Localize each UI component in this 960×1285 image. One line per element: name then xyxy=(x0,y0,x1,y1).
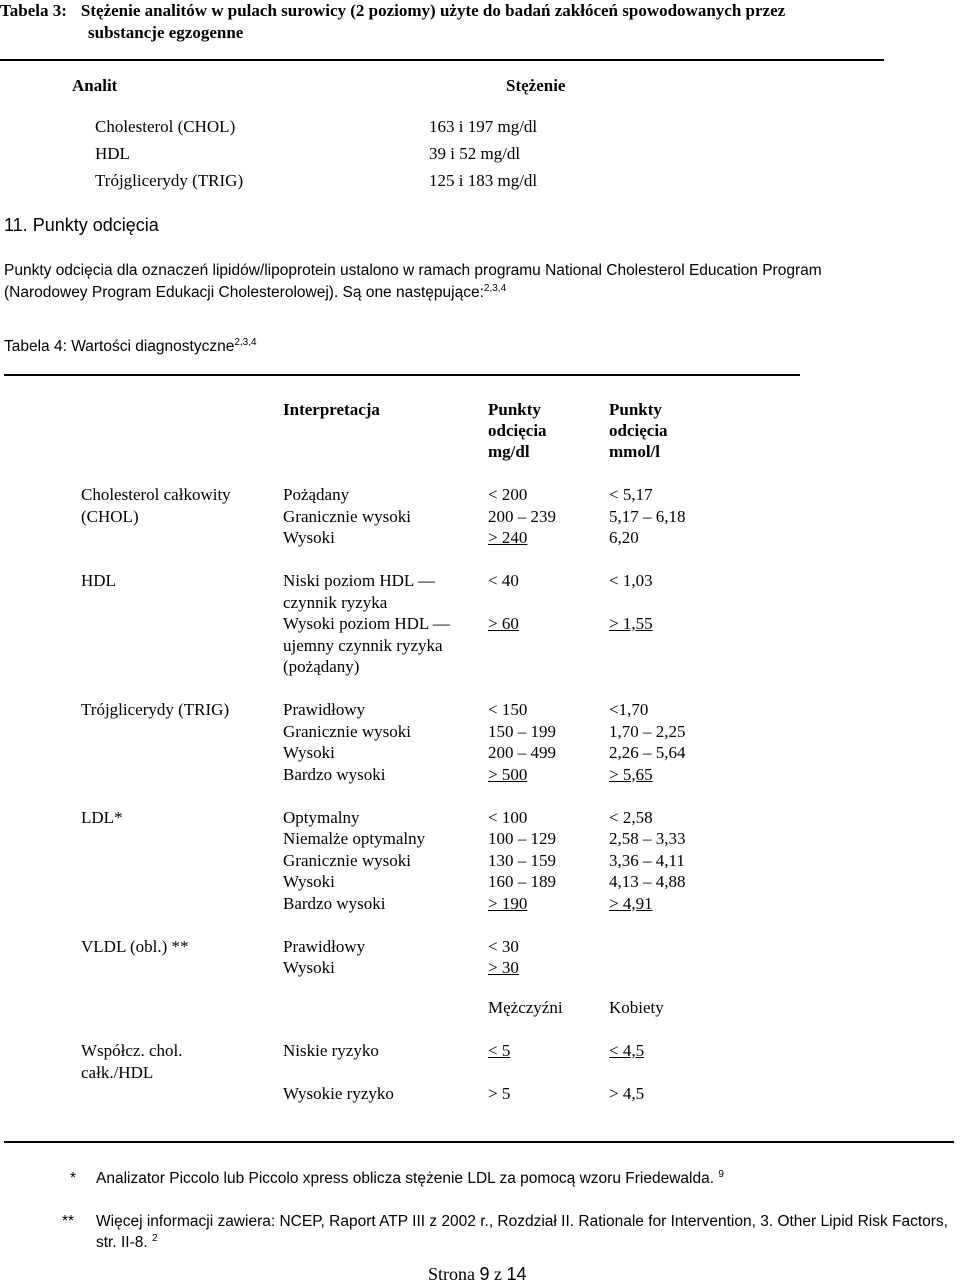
cutoff-mmol-cell: 5,17 – 6,18 xyxy=(609,506,686,526)
cutoff-mmol-cell: 6,20 xyxy=(609,528,639,547)
cutoff-mmol-cell: <1,70 xyxy=(609,700,649,719)
interpretation-cell: Wysoki xyxy=(283,872,335,891)
table4-title xyxy=(4,336,257,357)
interpretation-cell: Niski poziom HDL — xyxy=(283,571,435,590)
table3-concentration-cell: 125 i 183 mg/dl xyxy=(429,171,538,190)
group-name-line: (CHOL) xyxy=(81,506,139,526)
table4-top-rule xyxy=(4,374,800,376)
cutoff-mgdl-cell: < 100 xyxy=(488,807,528,827)
table3-analyte-cell: Trójglicerydy (TRIG) xyxy=(95,171,244,190)
cutoff-mgdl-cell: > 240 xyxy=(488,528,528,547)
cutoff-mgdl-cell: < 200 xyxy=(488,485,528,504)
cutoff-mgdl-cell: > 190 xyxy=(488,893,528,913)
cutoff-mgdl-cell: 200 – 499 xyxy=(488,743,556,762)
footnote-text-block xyxy=(96,1211,956,1253)
interpretation-cell: Wysoki xyxy=(283,743,335,762)
table3-title-line2: substancje egzogenne xyxy=(88,23,244,42)
table3-analyte-cell: Cholesterol (CHOL) xyxy=(95,117,236,136)
ratio-men-cell: > 5 xyxy=(488,1084,511,1103)
interpretation-cell: Bardzo wysoki xyxy=(283,764,386,784)
table3-header-concentration: Stężenie xyxy=(506,76,566,95)
table4-header-interpretation: Interpretacja xyxy=(283,400,380,419)
interpretation-cell: Wysoki poziom HDL — xyxy=(283,614,450,633)
group-name-line: Cholesterol całkowity xyxy=(81,485,231,504)
ratio-name-line: Współcz. chol. xyxy=(81,1041,183,1060)
interpretation-cell: czynnik ryzyka xyxy=(283,592,388,612)
table4-header-mgdl-1: Punkty xyxy=(488,400,541,419)
table3-analyte-cell: HDL xyxy=(95,144,130,163)
cutoff-mgdl-cell: 100 – 129 xyxy=(488,829,556,848)
cutoff-mgdl-cell: > 500 xyxy=(488,764,528,784)
section-paragraph-refs: 2,3,4 xyxy=(483,283,507,294)
footnote-marker: * xyxy=(70,1170,77,1187)
group-name-line: HDL xyxy=(81,571,116,590)
interpretation-cell: Optymalny xyxy=(283,807,360,827)
sex-header-women: Kobiety xyxy=(609,998,664,1017)
interpretation-cell: Wysoki xyxy=(283,958,335,977)
table4-header-mgdl-3: mg/dl xyxy=(488,442,530,461)
table3-title xyxy=(0,0,900,44)
table4-title-refs: 2,3,4 xyxy=(234,337,257,348)
interpretation-cell: Niemalże optymalny xyxy=(283,829,426,848)
cutoff-mgdl-cell: > 30 xyxy=(488,958,519,977)
table3-title-line1: Stężenie analitów w pulach surowicy (2 poziomy) użyte do badań zakłóceń spowodowanych przez xyxy=(80,1,786,20)
cutoff-mgdl-cell: < 30 xyxy=(488,936,519,956)
footnote-ref: 9 xyxy=(718,1169,724,1180)
cutoff-mmol-cell: < 5,17 xyxy=(609,485,653,504)
ratio-interpretation-cell: Wysokie ryzyko xyxy=(283,1084,394,1103)
interpretation-cell: Wysoki xyxy=(283,528,335,547)
cutoff-mmol-cell: 1,70 – 2,25 xyxy=(609,721,686,741)
section-paragraph-line2 xyxy=(4,282,506,303)
group-name-line: VLDL (obl.) ** xyxy=(81,936,189,956)
cutoff-mgdl-cell: > 60 xyxy=(488,614,519,633)
interpretation-cell: ujemny czynnik ryzyka xyxy=(283,635,443,655)
interpretation-cell: Pożądany xyxy=(283,485,350,504)
table4-title-text: Tabela 4: Wartości diagnostyczne xyxy=(4,338,235,355)
cutoff-mmol-cell: 4,13 – 4,88 xyxy=(609,872,686,891)
interpretation-cell: (pożądany) xyxy=(283,657,360,676)
cutoff-mgdl-cell: 130 – 159 xyxy=(488,850,556,870)
cutoff-mgdl-cell: < 150 xyxy=(488,700,528,719)
group-name-line: LDL* xyxy=(81,807,123,827)
table3-concentration-cell: 39 i 52 mg/dl xyxy=(429,144,521,163)
page-sep: z xyxy=(494,1264,503,1284)
cutoff-mmol-cell: 2,26 – 5,64 xyxy=(609,743,686,762)
page-total: 14 xyxy=(506,1264,527,1284)
cutoff-mmol-cell: < 1,03 xyxy=(609,571,653,590)
cutoff-mgdl-cell: 150 – 199 xyxy=(488,721,556,741)
page-prefix: Strona xyxy=(428,1264,475,1284)
section-paragraph-text: (Narodowey Program Edukacji Cholesterolowej). Są one następujące: xyxy=(4,284,484,301)
cutoff-mmol-cell: 3,36 – 4,11 xyxy=(609,850,685,870)
section-heading: 11. Punkty odcięcia xyxy=(4,215,159,235)
table3-label: Tabela 3: xyxy=(0,1,67,20)
interpretation-cell: Prawidłowy xyxy=(283,936,366,956)
interpretation-cell: Bardzo wysoki xyxy=(283,893,386,913)
footnote-text-block xyxy=(96,1168,956,1189)
ratio-men-cell: < 5 xyxy=(488,1041,511,1060)
table4-header-mgdl-2: odcięcia xyxy=(488,421,547,440)
page-number xyxy=(428,1264,527,1285)
sex-header-men: Mężczyźni xyxy=(488,998,563,1017)
interpretation-cell: Granicznie wysoki xyxy=(283,506,411,526)
ratio-women-cell: < 4,5 xyxy=(609,1041,645,1060)
ratio-women-cell: > 4,5 xyxy=(609,1084,645,1103)
ratio-interpretation-cell: Niskie ryzyko xyxy=(283,1041,379,1060)
footnote-text: Więcej informacji zawiera: NCEP, Raport ATP III z 2002 r., Rozdział II. Rationale for Intervention, 3. Other Lipid Risk Factors, str. II-8. xyxy=(96,1213,948,1251)
footnote-marker: ** xyxy=(62,1213,75,1230)
group-name-line: Trójglicerydy (TRIG) xyxy=(81,700,230,719)
cutoff-mgdl-cell: < 40 xyxy=(488,571,519,590)
cutoff-mgdl-cell: 160 – 189 xyxy=(488,872,556,891)
interpretation-cell: Granicznie wysoki xyxy=(283,850,411,870)
cutoff-mgdl-cell: 200 – 239 xyxy=(488,506,556,526)
table4-header-mmol-3: mmol/l xyxy=(609,442,660,461)
footnote-text: Analizator Piccolo lub Piccolo xpress oblicza stężenie LDL za pomocą wzoru Friedewalda. xyxy=(96,1170,715,1187)
table4-header-mmol-1: Punkty xyxy=(609,400,662,419)
cutoff-mmol-cell: > 1,55 xyxy=(609,614,653,633)
table3-top-rule xyxy=(0,59,884,61)
table3-concentration-cell: 163 i 197 mg/dl xyxy=(429,117,538,136)
footnote-ref: 2 xyxy=(152,1233,158,1244)
cutoff-mmol-cell: > 5,65 xyxy=(609,764,653,784)
table4-header-mmol-2: odcięcia xyxy=(609,421,668,440)
table4-bottom-rule xyxy=(4,1141,954,1143)
table3-header-analyte: Analit xyxy=(72,76,118,95)
cutoff-mmol-cell: < 2,58 xyxy=(609,807,653,827)
cutoff-mmol-cell: 2,58 – 3,33 xyxy=(609,829,686,848)
interpretation-cell: Granicznie wysoki xyxy=(283,721,411,741)
page-current: 9 xyxy=(479,1264,490,1284)
ratio-name-line: całk./HDL xyxy=(81,1062,154,1082)
interpretation-cell: Prawidłowy xyxy=(283,700,366,719)
cutoff-mmol-cell: > 4,91 xyxy=(609,893,653,913)
section-paragraph-line1: Punkty odcięcia dla oznaczeń lipidów/lipoprotein ustalono w ramach programu National Cholesterol Education Program xyxy=(4,262,822,279)
